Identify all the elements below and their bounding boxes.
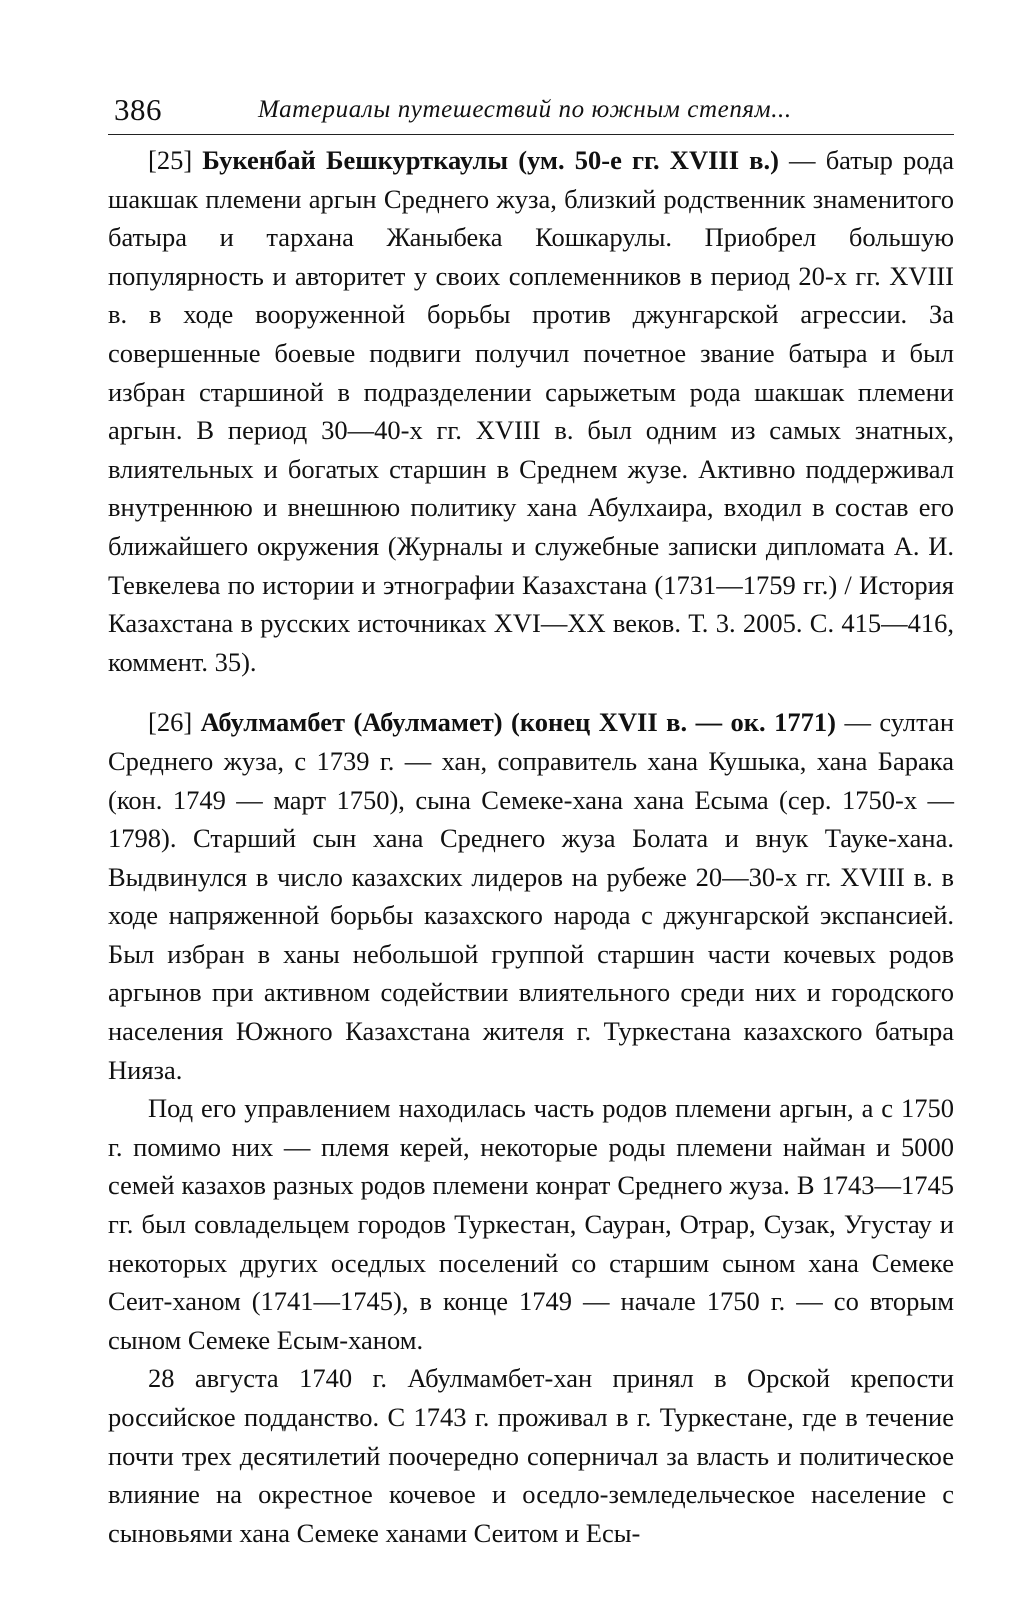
entry-name: Букенбай Бешкурткаулы (ум. 50-е гг. XVIII в.) [202, 145, 779, 175]
entry-25-paragraph [108, 141, 954, 681]
page-number: 386 [114, 92, 162, 127]
entry-ref: [26] [148, 707, 193, 738]
entry-26-paragraph-2: Под его управлением находилась часть родов племени аргын, а с 1750 г. помимо них — племя керей, некоторые роды племени найман и 5000 семей казахов разных родов племени конрат Среднего жуза. В 1743—1745 гг. был совладельцем городов Туркестан, Сауран, Отрар, Сузак, Угустау и некоторых других оседлых поселений со старшим сыном хана Семеке Сеит-ханом (1741—1745), в конце 1749 — начале 1750 г. — со вторым сыном Семеке Есым-ханом. [108, 1093, 954, 1355]
entry-separator [108, 681, 954, 703]
entry-text: — батыр рода шакшак племени аргын Среднего жуза, близкий родственник знаменитого батыра и тархана Жаныбека Кошкарулы. Приобрел большую популярность и авторитет у своих соплеменников в период 20-х гг. XVIII в. в ходе вооруженной борьбы против джунгарской агрессии. За совершенные боевые подвиги получил почетное звание батыра и был избран старшиной в подразделении сарыжетым рода шакшак племени аргын. В период 30—40-х гг. XVIII в. был одним из самых знатных, влиятельных и богатых старшин в Среднем жузе. Активно поддерживал внутреннюю и внешнюю политику хана Абулхаира, входил в состав его ближайшего окружения (Журналы и служебные записки дипломата А. И. Тевкелева по истории и этнографии Казахстана (1731—1759 гг.) / История Казахстана в русских источниках XVI—XX веков. Т. 3. 2005. С. 415—416, коммент. 35). [108, 145, 955, 677]
body-text [108, 141, 954, 1552]
running-title: Материалы путешествий по южным степям... [258, 96, 792, 123]
running-head [108, 86, 954, 135]
book-page [108, 86, 954, 1552]
entry-name: Абулмамбет (Абулмамет) (конец XVII в. — ок. 1771) [200, 707, 836, 738]
entry-ref: [25] [148, 145, 193, 175]
entry-text: — султан Среднего жуза, с 1739 г. — хан, соправитель хана Кушыка, хана Барака (кон. 1749 — март 1750), сына Семеке-хана хана Есыма (сер. 1750-х — 1798). Старший сын хана Среднего жуза Болата и внук Тауке-хана. Выдвинулся в число казахских лидеров на рубеже 20—30-х гг. XVIII в. в ходе напряженной борьбы казахского народа с джунгарской экспансией. Был избран в ханы небольшой группой старшин части кочевых родов аргынов при активном содействии влиятельного среди них и городского населения Южного Казахстана жителя г. Туркестана казахского батыра Нияза. [108, 707, 955, 1085]
entry-26-paragraph-3: 28 августа 1740 г. Абулмамбет-хан принял в Орской крепости российское подданство. С 1743 г. проживал в г. Туркестане, где в течение почти трех десятилетий поочередно соперничал за власть и политическое влияние на окрестное кочевое и оседло-земледельческое население с сыновьями хана Семеке ханами Сеитом и Есы- [108, 1363, 954, 1548]
entry-26-paragraph [108, 703, 954, 1089]
